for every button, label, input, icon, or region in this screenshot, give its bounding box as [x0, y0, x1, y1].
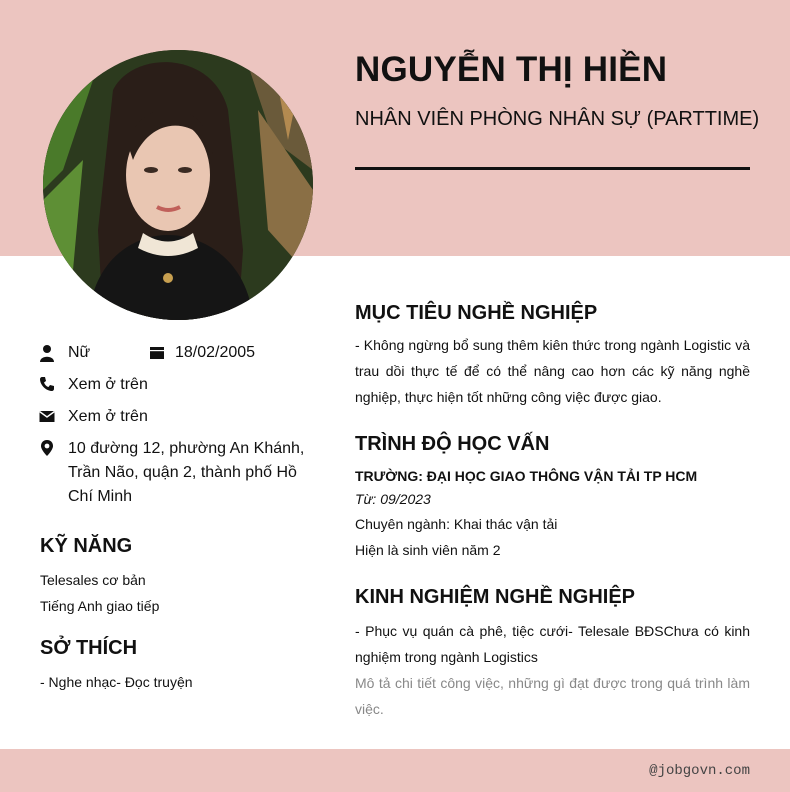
hobbies-text: - Nghe nhạc- Đọc truyện [40, 674, 193, 690]
education-major: Chuyên ngành: Khai thác vận tải [355, 516, 558, 532]
birthday-row [148, 341, 255, 365]
location-pin-icon [38, 439, 56, 457]
skills-heading: KỸ NĂNG [40, 535, 133, 557]
email-row [38, 405, 308, 429]
objective-text: - Không ngừng bổ sung thêm kiên thức trong ngành Logistic và trau dồi thực tế để có thể nâng cao hơn các kỹ năng nghề nghiệp, thực hiện tốt những công việc được giao. [355, 337, 750, 405]
calendar-icon [148, 344, 166, 362]
gender-row [38, 341, 90, 365]
objective-heading: MỤC TIÊU NGHỀ NGHIỆP [355, 302, 598, 324]
phone-row [38, 373, 308, 397]
job-title: NHÂN VIÊN PHÒNG NHÂN SỰ (PARTTIME) [355, 108, 760, 130]
footer-brand: @jobgovn.com [649, 763, 750, 779]
experience-text: - Phục vụ quán cà phê, tiệc cưới- Telesale BĐSChưa có kinh nghiệm trong ngành Logistics [355, 623, 750, 665]
experience-heading: KINH NGHIỆM NGHỀ NGHIỆP [355, 586, 636, 608]
skill-item: Tiếng Anh giao tiếp [40, 598, 160, 614]
candidate-name: NGUYỄN THỊ HIỀN [355, 50, 668, 89]
mail-icon [38, 407, 56, 425]
skill-item: Telesales cơ bản [40, 572, 146, 588]
experience-placeholder: Mô tả chi tiết công việc, những gì đạt được trong quá trình làm việc. [355, 675, 750, 717]
person-icon [38, 344, 56, 362]
address-row [38, 437, 308, 509]
address-value: 10 đường 12, phường An Khánh, Trần Não, quận 2, thành phố Hồ Chí Minh [68, 440, 305, 505]
gender-value: Nữ [68, 344, 91, 361]
profile-photo [43, 50, 313, 320]
education-period: Từ: 09/2023 [355, 491, 431, 507]
title-divider [355, 167, 750, 170]
birthday-value: 18/02/2005 [175, 344, 256, 361]
hobbies-heading: SỞ THÍCH [40, 637, 138, 659]
education-heading: TRÌNH ĐỘ HỌC VẤN [355, 433, 550, 455]
phone-value: Xem ở trên [68, 376, 148, 393]
education-status: Hiện là sinh viên năm 2 [355, 542, 501, 558]
email-value: Xem ở trên [68, 408, 148, 425]
school-name: TRƯỜNG: ĐẠI HỌC GIAO THÔNG VẬN TẢI TP HCM [355, 468, 698, 484]
phone-icon [38, 375, 56, 393]
